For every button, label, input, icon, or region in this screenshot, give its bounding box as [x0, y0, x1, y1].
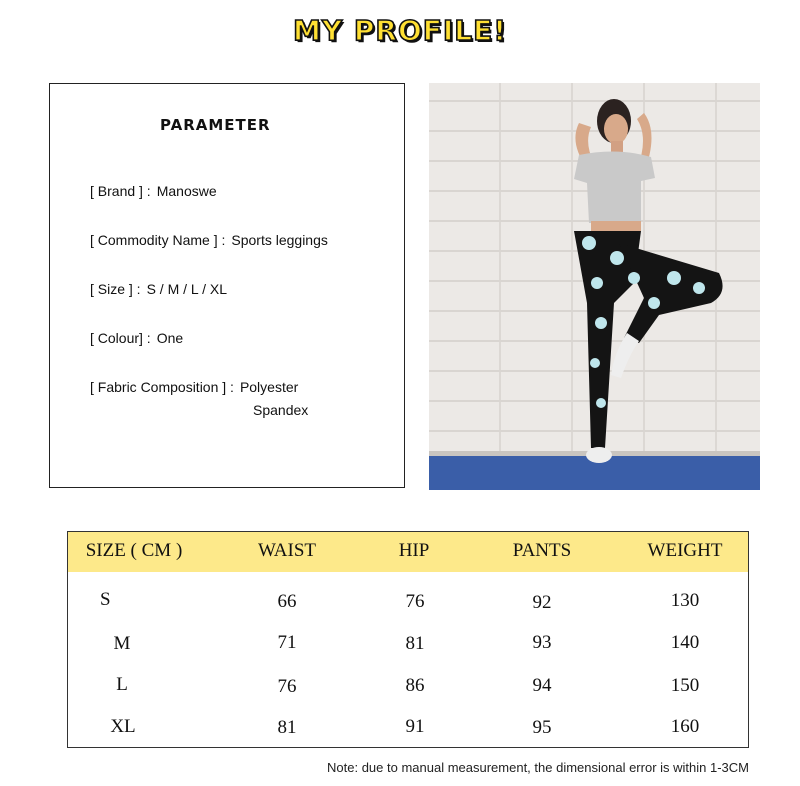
table-cell: 81 [405, 633, 425, 654]
model-illustration [429, 83, 760, 490]
table-cell: M [113, 633, 131, 654]
table-cell: 95 [532, 717, 552, 738]
param-value: Polyester [239, 379, 299, 395]
table-cell: S [100, 589, 111, 610]
param-value: S / M / L / XL [146, 281, 227, 297]
param-fabric-extra: Spandex [253, 402, 309, 418]
param-label: [ Colour] : [90, 330, 151, 346]
table-cell: 93 [532, 632, 552, 653]
table-cell: 71 [277, 632, 297, 653]
table-cell: 76 [405, 591, 425, 612]
table-cell: 66 [277, 591, 297, 612]
header-weight: WEIGHT [647, 540, 723, 561]
param-value: One [156, 330, 184, 346]
param-row-fabric [90, 379, 298, 395]
header-waist: WAIST [257, 540, 317, 561]
table-cell: 94 [532, 675, 552, 696]
size-table [67, 531, 749, 748]
table-cell: 140 [670, 632, 700, 653]
table-cell: 150 [670, 675, 700, 696]
page-title: MY PROFILE! [292, 14, 508, 47]
measurement-note: Note: due to manual measurement, the dimensional error is within 1-3CM [327, 760, 749, 775]
param-label: [ Fabric Composition ] : [90, 379, 234, 395]
table-cell: 81 [277, 717, 297, 738]
header-hip: HIP [398, 540, 430, 561]
param-row-colour [90, 330, 183, 346]
table-cell: 76 [277, 676, 297, 697]
header-pants: PANTS [512, 540, 572, 561]
table-cell: 86 [405, 675, 425, 696]
param-label: [ Commodity Name ] : [90, 232, 226, 248]
param-value: Sports leggings [231, 232, 328, 248]
table-cell: 160 [670, 716, 700, 737]
param-label: [ Brand ] : [90, 183, 151, 199]
product-photo [429, 83, 760, 490]
header-size: SIZE ( CM ) [85, 540, 183, 561]
table-cell: 130 [670, 590, 700, 611]
table-cell: 92 [532, 592, 552, 613]
param-value: Manoswe [156, 183, 217, 199]
table-cell: XL [110, 716, 136, 737]
param-row-brand [90, 183, 217, 199]
parameter-panel [49, 83, 405, 488]
table-cell: L [116, 674, 128, 695]
parameter-heading: PARAMETER [160, 116, 271, 134]
param-row-size [90, 281, 227, 297]
param-row-commodity [90, 232, 328, 248]
table-cell: 91 [405, 716, 425, 737]
param-label: [ Size ] : [90, 281, 141, 297]
